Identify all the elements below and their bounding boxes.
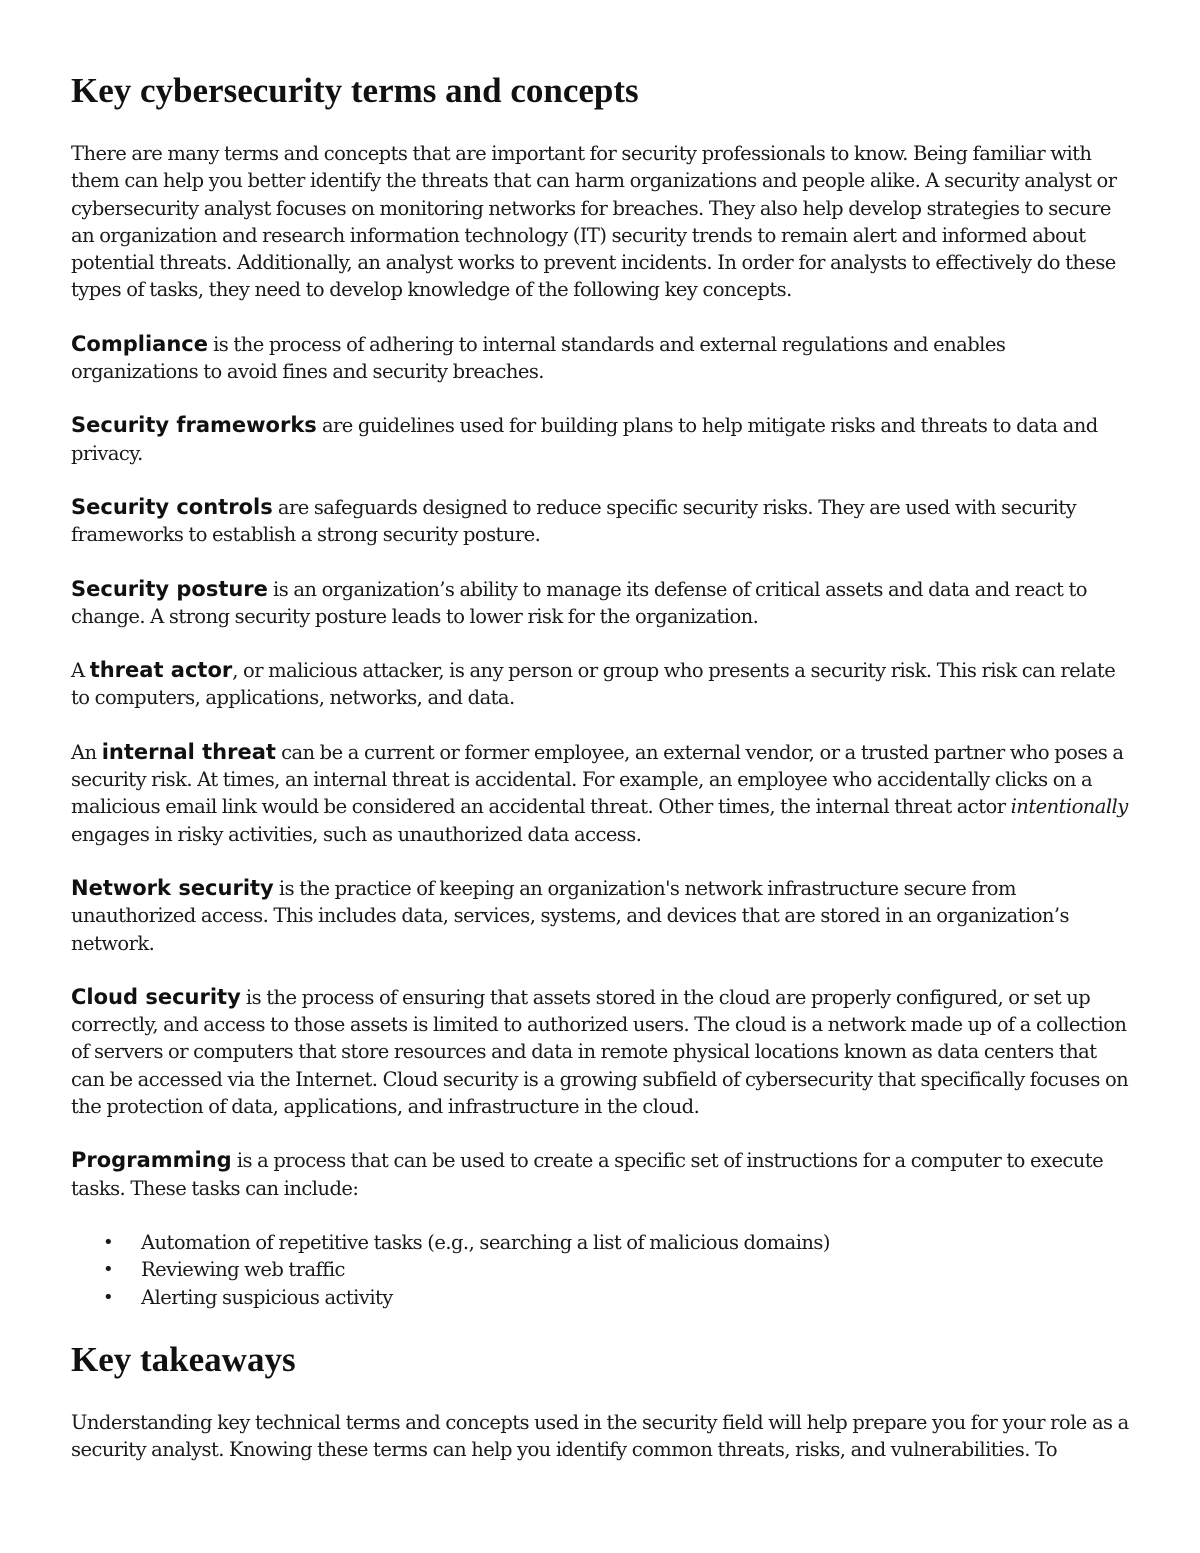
list-item bbox=[103, 1284, 1135, 1311]
term-security-controls: Security controls bbox=[71, 494, 273, 519]
list-item-text: Automation of repetitive tasks (e.g., searching a list of malicious domains) bbox=[141, 1230, 830, 1254]
security-frameworks-text: are guidelines used for building plans to help mitigate risks and threats to data and privacy. bbox=[71, 414, 1098, 465]
threat-actor-prefix: A bbox=[71, 659, 90, 683]
list-item bbox=[103, 1256, 1135, 1283]
list-item-text: Reviewing web traffic bbox=[141, 1258, 345, 1282]
document-page bbox=[71, 66, 1135, 1490]
internal-threat-text: can be a current or former employee, an external vendor, or a trusted partner who poses a security risk. At times, an internal threat is accidental. For example, an employee who accidentally clicks on a malicious email link would be considered an accidental threat. Other times, the internal threat actor bbox=[71, 740, 1124, 819]
cloud-security-text: is the process of ensuring that assets stored in the cloud are properly configured, or set up correctly, and access to those assets is limited to authorized users. The cloud is a network made up of a collection of servers or computers that store resources and data in remote physical locations known as data centers that can be accessed via the Internet. Cloud security is a growing subfield of cybersecurity that specifically focuses on the protection of data, applications, and infrastructure in the cloud. bbox=[71, 985, 1129, 1119]
takeaways-paragraph: Understanding key technical terms and concepts used in the security field will help prepare you for your role as a security analyst. Knowing these terms can help you identify common threats, risks, and vulnerabilities. To bbox=[71, 1410, 1129, 1462]
cloud-security-definition bbox=[71, 984, 1135, 1120]
security-controls-definition bbox=[71, 494, 1135, 549]
list-item-text: Alerting suspicious activity bbox=[141, 1285, 393, 1309]
list-item bbox=[103, 1229, 1135, 1256]
threat-actor-definition bbox=[71, 657, 1135, 712]
term-compliance: Compliance bbox=[71, 331, 208, 356]
internal-threat-text-end: engages in risky activities, such as unauthorized data access. bbox=[71, 822, 642, 846]
bullet-icon: • bbox=[103, 1231, 114, 1253]
programming-definition bbox=[71, 1147, 1135, 1202]
compliance-text: is the process of adhering to internal standards and external regulations and enables organizations to avoid fines and security breaches. bbox=[71, 332, 1006, 384]
section-heading-key-takeaways: Key takeaways bbox=[71, 1339, 296, 1379]
term-cloud-security: Cloud security bbox=[71, 984, 241, 1009]
network-security-definition bbox=[71, 875, 1135, 957]
network-security-text: is the practice of keeping an organization's network infrastructure secure from unauthorized access. This includes data, services, systems, and devices that are stored in an organization’s network. bbox=[71, 876, 1070, 955]
term-network-security: Network security bbox=[71, 875, 274, 900]
bullet-icon: • bbox=[103, 1286, 114, 1308]
term-threat-actor: threat actor bbox=[89, 658, 233, 683]
security-frameworks-definition bbox=[71, 412, 1135, 467]
compliance-definition bbox=[71, 331, 1135, 386]
programming-text: is a process that can be used to create a specific set of instructions for a computer to execute tasks. These tasks can include: bbox=[71, 1149, 1104, 1200]
threat-actor-text: , or malicious attacker, is any person or group who presents a security risk. This risk can relate to computers, applications, networks, and data. bbox=[71, 659, 1116, 710]
security-posture-definition bbox=[71, 576, 1135, 631]
intro-paragraph: There are many terms and concepts that are important for security professionals to know. Being familiar with them can help you better identify the threats that can harm organizations and people alike. A security analyst or cybersecurity analyst focuses on monitoring networks for breaches. They also help develop strategies to secure an organization and research information technology (IT) security trends to remain alert and informed about potential threats. Additionally, an analyst works to prevent incidents. In order for analysts to effectively do these types of tasks, they need to develop knowledge of the following key concepts. bbox=[71, 142, 1117, 302]
term-security-posture: Security posture bbox=[71, 576, 268, 601]
internal-threat-definition bbox=[71, 739, 1135, 848]
internal-threat-emphasis: intentionally bbox=[1010, 795, 1128, 819]
security-posture-text: is an organization’s ability to manage its defense of critical assets and data and react to change. A strong security posture leads to lower risk for the organization. bbox=[71, 577, 1087, 628]
programming-task-list bbox=[71, 1229, 1135, 1311]
security-controls-text: are safeguards designed to reduce specific security risks. They are used with security frameworks to establish a strong security posture. bbox=[71, 495, 1077, 547]
term-internal-threat: internal threat bbox=[101, 739, 276, 764]
term-security-frameworks: Security frameworks bbox=[71, 413, 317, 438]
internal-threat-prefix: An bbox=[71, 740, 102, 764]
page-title: Key cybersecurity terms and concepts bbox=[71, 71, 639, 110]
bullet-icon: • bbox=[103, 1259, 114, 1281]
term-programming: Programming bbox=[71, 1148, 232, 1173]
